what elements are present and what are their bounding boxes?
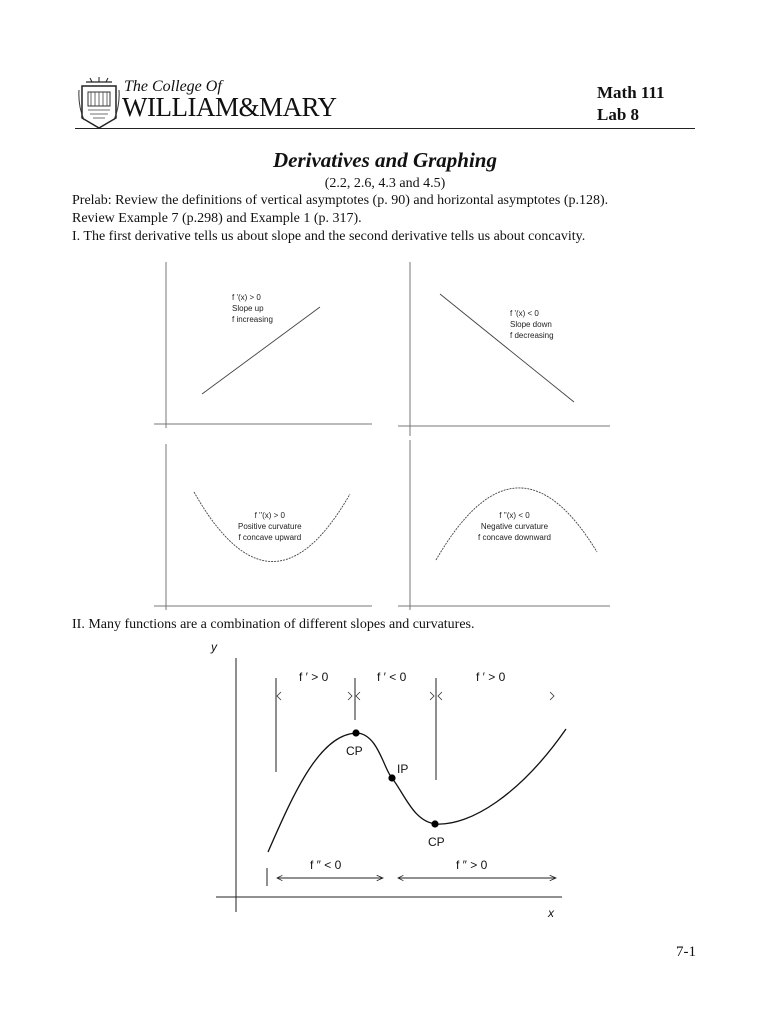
first-derivative-label-3: f ′ > 0 (476, 670, 506, 684)
critical-point-min (431, 820, 438, 827)
x-axis-label: x (548, 906, 554, 920)
critical-point-max (352, 729, 359, 736)
page-title: Derivatives and Graphing (272, 148, 497, 172)
plot-2-label: f '(x) < 0 Slope down f decreasing (510, 309, 554, 340)
plot-3-label: f ''(x) > 0 Positive curvature f concave upward (238, 511, 302, 542)
second-derivative-label-1: f ″ < 0 (310, 858, 342, 872)
inflection-point-label: IP (397, 762, 409, 776)
prelab-line-1: Prelab: Review the definitions of vertical asymptotes (p. 90) and horizontal asymptotes (p.128). (72, 193, 609, 208)
plot-1-label: f '(x) > 0 Slope up f increasing (232, 293, 273, 324)
first-derivative-label-2: f ′ < 0 (377, 670, 407, 684)
first-derivative-label-1: f ′ > 0 (299, 670, 329, 684)
inflection-point (388, 774, 395, 781)
critical-point-label-max: CP (346, 744, 363, 758)
page-number: 7-1 (676, 944, 696, 960)
section-1-heading: I. The first derivative tells us about slope and the second derivative tells us about concavity. (72, 229, 586, 244)
institution-wordmark: WILLIAM&MARY (122, 92, 337, 122)
sections-reference: (2.2, 2.6, 4.3 and 4.5) (324, 176, 446, 191)
college-of-text: The College Of (124, 78, 222, 95)
prelab-line-2: Review Example 7 (p.298) and Example 1 (p. 317). (72, 211, 362, 226)
y-axis-label: y (211, 640, 217, 654)
critical-point-label-min: CP (428, 835, 445, 849)
section-2-heading: II. Many functions are a combination of different slopes and curvatures. (72, 617, 475, 632)
second-derivative-label-2: f ″ > 0 (456, 858, 488, 872)
plot-4-label: f ''(x) < 0 Negative curvature f concave downward (478, 511, 551, 542)
first-derivative-arrows (277, 692, 554, 700)
course-name: Math 111 (597, 83, 665, 102)
lab-number: Lab 8 (597, 105, 640, 124)
function-curve (268, 729, 566, 852)
